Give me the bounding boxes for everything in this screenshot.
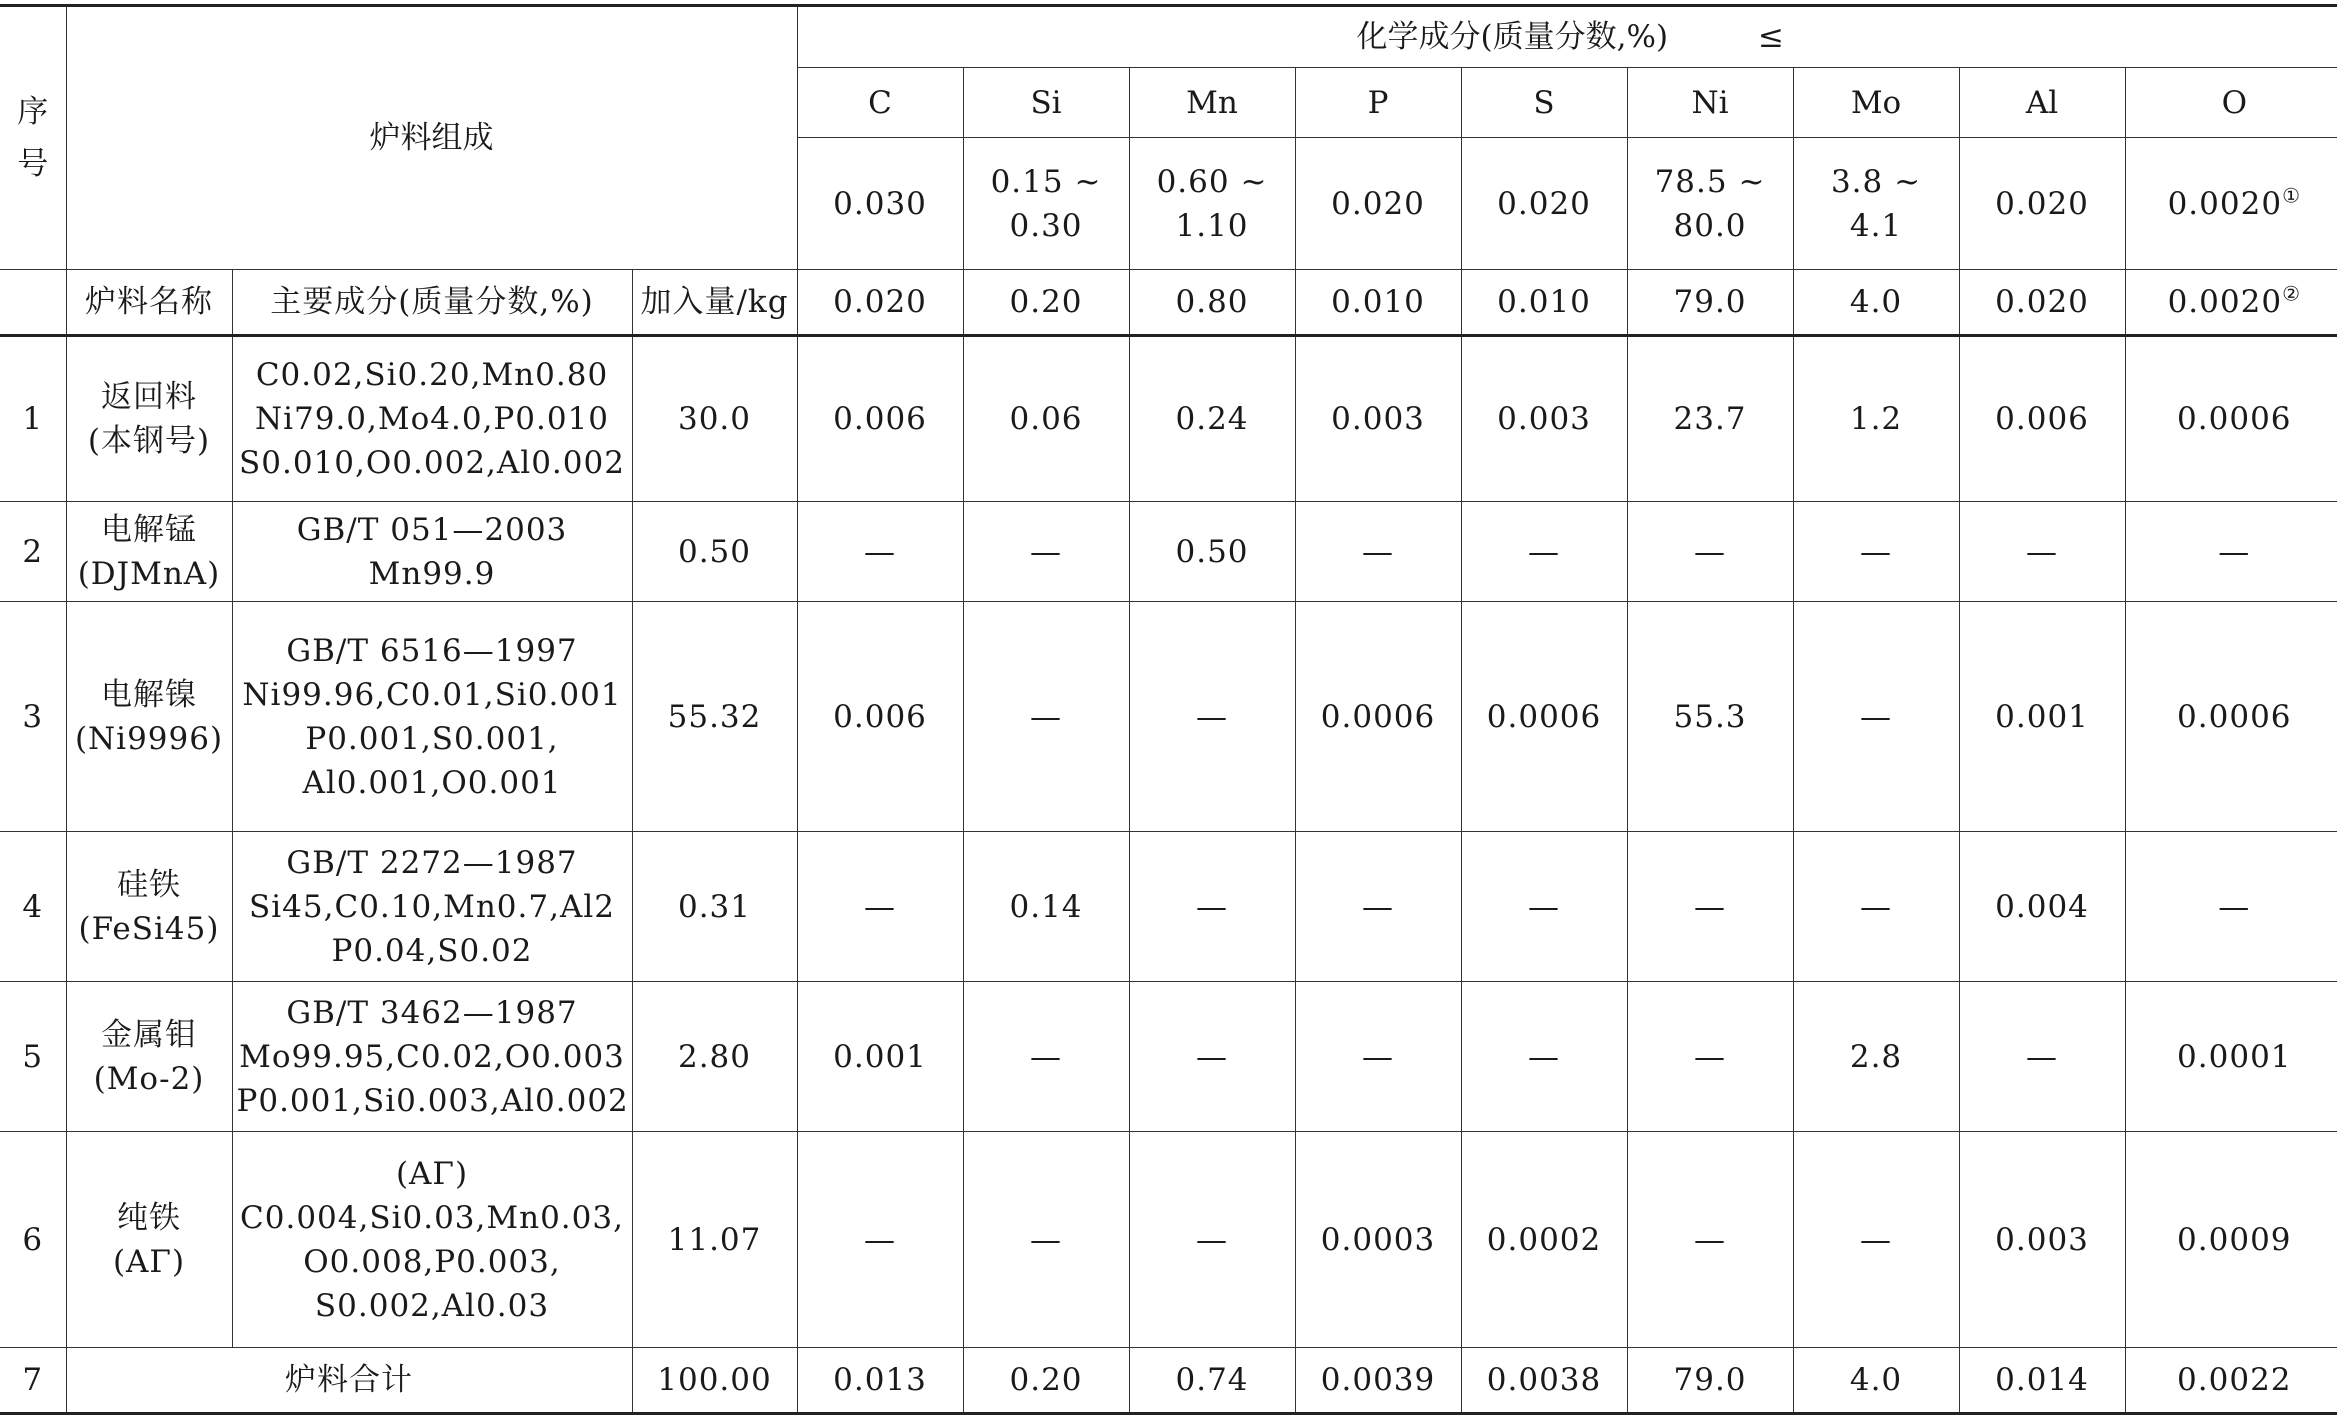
- target-mn: 0.80: [1129, 270, 1295, 336]
- value-c: 0.006: [797, 602, 963, 832]
- value-mo: —: [1793, 1132, 1959, 1348]
- row-index: 3: [0, 602, 66, 832]
- total-o: 0.0022: [2125, 1348, 2337, 1414]
- element-p: P: [1295, 68, 1461, 138]
- spec-mn: 0.60 ~ 1.10: [1129, 138, 1295, 270]
- blank-index-cell: [0, 270, 66, 336]
- value-al: —: [1959, 982, 2125, 1132]
- target-mo: 4.0: [1793, 270, 1959, 336]
- total-mo: 4.0: [1793, 1348, 1959, 1414]
- value-mn: 0.50: [1129, 502, 1295, 602]
- value-mo: 1.2: [1793, 336, 1959, 502]
- charge-name: 金属钼 (Mo-2): [66, 982, 232, 1132]
- value-al: 0.006: [1959, 336, 2125, 502]
- value-si: —: [963, 982, 1129, 1132]
- value-ni: —: [1627, 1132, 1793, 1348]
- value-si: —: [963, 602, 1129, 832]
- charge-amount: 0.31: [632, 832, 797, 982]
- value-s: 0.003: [1461, 336, 1627, 502]
- value-p: 0.0006: [1295, 602, 1461, 832]
- charge-name: 硅铁 (FeSi45): [66, 832, 232, 982]
- table-row: [0, 832, 2337, 982]
- row-index: 6: [0, 1132, 66, 1348]
- spec-al: 0.020: [1959, 138, 2125, 270]
- value-o: 0.0001: [2125, 982, 2337, 1132]
- value-ni: —: [1627, 502, 1793, 602]
- charge-amount: 2.80: [632, 982, 797, 1132]
- value-al: 0.004: [1959, 832, 2125, 982]
- value-ni: 55.3: [1627, 602, 1793, 832]
- total-label: 炉料合计: [66, 1348, 632, 1414]
- header-charge-name: 炉料名称: [66, 270, 232, 336]
- target-o: 0.0020②: [2125, 270, 2337, 336]
- value-al: 0.001: [1959, 602, 2125, 832]
- value-c: —: [797, 832, 963, 982]
- value-s: —: [1461, 832, 1627, 982]
- value-ni: 23.7: [1627, 336, 1793, 502]
- value-o: —: [2125, 832, 2337, 982]
- header-amount: 加入量/kg: [632, 270, 797, 336]
- spec-o: 0.0020①: [2125, 138, 2337, 270]
- value-c: 0.006: [797, 336, 963, 502]
- spec-si: 0.15 ~ 0.30: [963, 138, 1129, 270]
- chem-title: 化学成分(质量分数,%): [1356, 19, 1669, 55]
- value-s: 0.0006: [1461, 602, 1627, 832]
- spec-p: 0.020: [1295, 138, 1461, 270]
- value-si: —: [963, 502, 1129, 602]
- spec-mo: 3.8 ~ 4.1: [1793, 138, 1959, 270]
- value-p: —: [1295, 832, 1461, 982]
- target-c: 0.020: [797, 270, 963, 336]
- total-ni: 79.0: [1627, 1348, 1793, 1414]
- spec-s: 0.020: [1461, 138, 1627, 270]
- table-row: [0, 502, 2337, 602]
- value-o: 0.0006: [2125, 602, 2337, 832]
- main-composition: GB/T 2272—1987 Si45,C0.10,Mn0.7,Al2 P0.04,S0.02: [232, 832, 632, 982]
- value-c: 0.001: [797, 982, 963, 1132]
- value-o: —: [2125, 502, 2337, 602]
- value-mo: —: [1793, 602, 1959, 832]
- value-si: —: [963, 1132, 1129, 1348]
- element-mo: Mo: [1793, 68, 1959, 138]
- main-composition: (AΓ) C0.004,Si0.03,Mn0.03, O0.008,P0.003, S0.002,Al0.03: [232, 1132, 632, 1348]
- total-si: 0.20: [963, 1348, 1129, 1414]
- value-ni: —: [1627, 982, 1793, 1132]
- total-al: 0.014: [1959, 1348, 2125, 1414]
- footnote-mark-2: ②: [2282, 281, 2301, 306]
- row-index: 2: [0, 502, 66, 602]
- header-main-composition: 主要成分(质量分数,%): [232, 270, 632, 336]
- value-s: —: [1461, 982, 1627, 1132]
- value-c: —: [797, 502, 963, 602]
- spec-ni: 78.5 ~ 80.0: [1627, 138, 1793, 270]
- charge-composition-table: [0, 4, 2337, 1415]
- value-p: —: [1295, 502, 1461, 602]
- header-index: 序 号: [0, 6, 66, 270]
- table-row: [0, 336, 2337, 502]
- value-mn: —: [1129, 1132, 1295, 1348]
- value-mo: 2.8: [1793, 982, 1959, 1132]
- target-row: [0, 270, 2337, 336]
- value-al: —: [1959, 502, 2125, 602]
- total-row: [0, 1348, 2337, 1414]
- value-mn: 0.24: [1129, 336, 1295, 502]
- row-index: 1: [0, 336, 66, 502]
- element-s: S: [1461, 68, 1627, 138]
- table-row: [0, 1132, 2337, 1348]
- main-composition: GB/T 3462—1987 Mo99.95,C0.02,O0.003 P0.001,Si0.003,Al0.002: [232, 982, 632, 1132]
- main-composition: GB/T 6516—1997 Ni99.96,C0.01,Si0.001 P0.001,S0.001, Al0.001,O0.001: [232, 602, 632, 832]
- row-index: 4: [0, 832, 66, 982]
- value-mo: —: [1793, 502, 1959, 602]
- value-p: 0.0003: [1295, 1132, 1461, 1348]
- value-al: 0.003: [1959, 1132, 2125, 1348]
- target-s: 0.010: [1461, 270, 1627, 336]
- element-al: Al: [1959, 68, 2125, 138]
- header-row-chem: [0, 6, 2337, 68]
- value-s: —: [1461, 502, 1627, 602]
- total-mn: 0.74: [1129, 1348, 1295, 1414]
- main-composition: C0.02,Si0.20,Mn0.80 Ni79.0,Mo4.0,P0.010 S0.010,O0.002,Al0.002: [232, 336, 632, 502]
- total-s: 0.0038: [1461, 1348, 1627, 1414]
- charge-amount: 55.32: [632, 602, 797, 832]
- element-mn: Mn: [1129, 68, 1295, 138]
- table-row: [0, 982, 2337, 1132]
- target-al: 0.020: [1959, 270, 2125, 336]
- value-ni: —: [1627, 832, 1793, 982]
- value-si: 0.06: [963, 336, 1129, 502]
- table-row: [0, 602, 2337, 832]
- target-ni: 79.0: [1627, 270, 1793, 336]
- value-o: 0.0006: [2125, 336, 2337, 502]
- value-si: 0.14: [963, 832, 1129, 982]
- element-si: Si: [963, 68, 1129, 138]
- value-p: —: [1295, 982, 1461, 1132]
- charge-name: 纯铁 (AΓ): [66, 1132, 232, 1348]
- header-chemical-composition: [797, 6, 2337, 68]
- header-composition: 炉料组成: [66, 6, 797, 270]
- value-mn: —: [1129, 602, 1295, 832]
- row-index: 5: [0, 982, 66, 1132]
- charge-name: 电解镍 (Ni9996): [66, 602, 232, 832]
- element-ni: Ni: [1627, 68, 1793, 138]
- charge-amount: 11.07: [632, 1132, 797, 1348]
- value-c: —: [797, 1132, 963, 1348]
- element-o: O: [2125, 68, 2337, 138]
- chem-le-symbol: ≤: [1758, 19, 1785, 55]
- footnote-mark-1: ①: [2282, 183, 2301, 208]
- element-c: C: [797, 68, 963, 138]
- total-p: 0.0039: [1295, 1348, 1461, 1414]
- charge-amount: 0.50: [632, 502, 797, 602]
- row-index: 7: [0, 1348, 66, 1414]
- value-mn: —: [1129, 982, 1295, 1132]
- value-mn: —: [1129, 832, 1295, 982]
- value-mo: —: [1793, 832, 1959, 982]
- total-c: 0.013: [797, 1348, 963, 1414]
- value-s: 0.0002: [1461, 1132, 1627, 1348]
- target-si: 0.20: [963, 270, 1129, 336]
- main-composition: GB/T 051—2003 Mn99.9: [232, 502, 632, 602]
- value-p: 0.003: [1295, 336, 1461, 502]
- value-o: 0.0009: [2125, 1132, 2337, 1348]
- target-p: 0.010: [1295, 270, 1461, 336]
- spec-c: 0.030: [797, 138, 963, 270]
- charge-name: 电解锰 (DJMnA): [66, 502, 232, 602]
- charge-name: 返回料 (本钢号): [66, 336, 232, 502]
- total-amount: 100.00: [632, 1348, 797, 1414]
- charge-amount: 30.0: [632, 336, 797, 502]
